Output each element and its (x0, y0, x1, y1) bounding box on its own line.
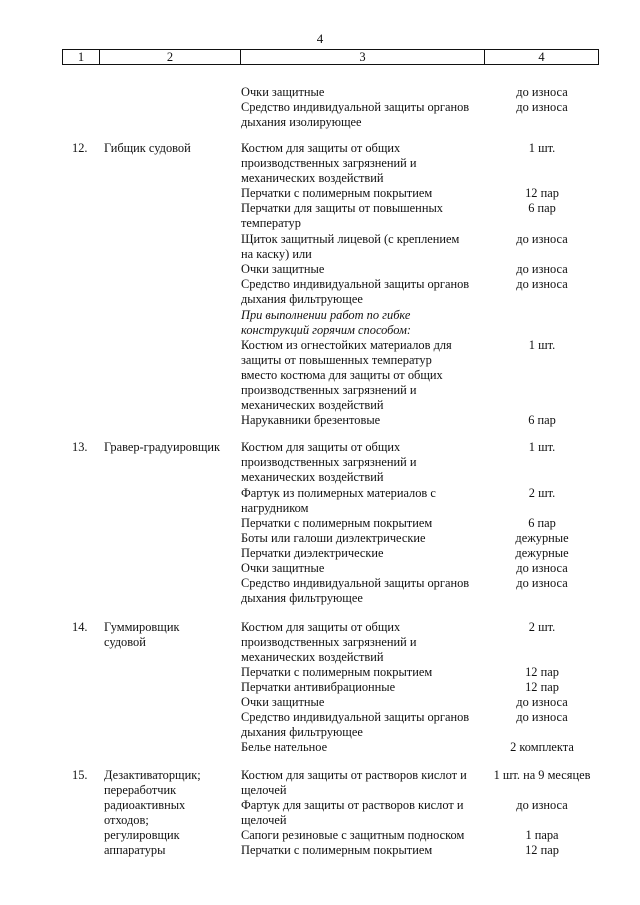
equipment-name: Перчатки с полимерным покрытием (241, 665, 433, 679)
issue-norm: 6 пар (528, 201, 556, 215)
equipment-name: Костюм из огнестойких материалов для (241, 338, 452, 352)
equipment-name: Средство индивидуальной защиты органов (241, 576, 470, 590)
item-number: 14. (72, 620, 88, 634)
issue-norm: 2 шт. (528, 486, 556, 500)
equipment-name: механических воздействий (241, 171, 384, 185)
equipment-name: на каску) или (241, 247, 312, 261)
equipment-name: Белье нательное (241, 740, 328, 754)
equipment-name: производственных загрязнений и (241, 156, 417, 170)
equipment-name: Очки защитные (241, 85, 325, 99)
issue-norm: до износа (516, 277, 568, 291)
header-col-4: 4 (538, 50, 545, 64)
equipment-name: температур (241, 216, 301, 230)
equipment-name: Перчатки диэлектрические (241, 546, 384, 560)
issue-norm: 1 пара (525, 828, 559, 842)
profession-name: Гибщик судовой (104, 141, 191, 155)
issue-norm: 2 шт. (528, 620, 556, 634)
equipment-name: Фартук для защиты от растворов кислот и (241, 798, 464, 812)
header-col-1: 1 (77, 50, 85, 64)
issue-norm: 12 пар (525, 680, 559, 694)
equipment-name: щелочей (241, 813, 287, 827)
equipment-name: Костюм для защиты от общих (241, 440, 401, 454)
equipment-name: производственных загрязнений и (241, 383, 417, 397)
equipment-name: механических воздействий (241, 398, 384, 412)
equipment-name: производственных загрязнений и (241, 635, 417, 649)
issue-norm: до износа (516, 232, 568, 246)
equipment-name: конструкций горячим способом: (241, 323, 411, 337)
equipment-name: щелочей (241, 783, 287, 797)
equipment-name: дыхания изолирующее (241, 115, 362, 129)
item-number: 13. (72, 440, 88, 454)
equipment-name: Костюм для защиты от растворов кислот и (241, 768, 467, 782)
equipment-name: дыхания фильтрующее (241, 725, 363, 739)
equipment-name: Перчатки с полимерным покрытием (241, 843, 433, 857)
header-col-3: 3 (359, 50, 366, 64)
profession-name: Гравер-градуировщик (104, 440, 221, 454)
equipment-name: Сапоги резиновые с защитным подноском (241, 828, 465, 842)
equipment-name: вместо костюма для защиты от общих (241, 368, 443, 382)
issue-norm: до износа (516, 798, 568, 812)
issue-norm: дежурные (515, 531, 569, 545)
equipment-name: дыхания фильтрующее (241, 591, 363, 605)
issue-norm: 1 шт. на 9 месяцев (493, 768, 591, 782)
equipment-name: Очки защитные (241, 262, 325, 276)
item-number: 12. (72, 141, 88, 155)
equipment-name: Средство индивидуальной защиты органов (241, 277, 470, 291)
issue-norm: 6 пар (528, 516, 556, 530)
issue-norm: до износа (516, 100, 568, 114)
equipment-name: дыхания фильтрующее (241, 292, 363, 306)
profession-name: Дезактиваторщик; (104, 768, 201, 782)
profession-name: переработчик (104, 783, 177, 797)
equipment-name: Щиток защитный лицевой (с креплением (241, 232, 460, 246)
issue-norm: 12 пар (525, 843, 559, 857)
equipment-name: Фартук из полимерных материалов с (241, 486, 436, 500)
issue-norm: 1 шт. (528, 440, 556, 454)
profession-name: аппаратуры (104, 843, 166, 857)
equipment-name: защиты от повышенных температур (241, 353, 432, 367)
issue-norm: 12 пар (525, 186, 559, 200)
equipment-name: производственных загрязнений и (241, 455, 417, 469)
equipment-name: Очки защитные (241, 695, 325, 709)
issue-norm: дежурные (515, 546, 569, 560)
profession-name: отходов; (104, 813, 149, 827)
issue-norm: до износа (516, 710, 568, 724)
equipment-name: Костюм для защиты от общих (241, 620, 401, 634)
item-number: 15. (72, 768, 88, 782)
profession-name: судовой (104, 635, 146, 649)
equipment-name: Очки защитные (241, 561, 325, 575)
issue-norm: до износа (516, 695, 568, 709)
equipment-name: механических воздействий (241, 470, 384, 484)
equipment-name: Перчатки с полимерным покрытием (241, 516, 433, 530)
issue-norm: 6 пар (528, 413, 556, 427)
equipment-name: При выполнении работ по гибке (241, 308, 411, 322)
profession-name: Гуммировщик (104, 620, 180, 634)
equipment-name: нагрудником (241, 501, 309, 515)
issue-norm: до износа (516, 561, 568, 575)
column-header-row (62, 49, 599, 65)
issue-norm: до износа (516, 576, 568, 590)
equipment-name: механических воздействий (241, 650, 384, 664)
header-col-2: 2 (166, 50, 174, 64)
profession-name: регулировщик (104, 828, 180, 842)
issue-norm: 1 шт. (528, 141, 556, 155)
issue-norm: 12 пар (525, 665, 559, 679)
equipment-name: Перчатки с полимерным покрытием (241, 186, 433, 200)
issue-norm: до износа (516, 85, 568, 99)
issue-norm: 1 шт. (528, 338, 556, 352)
equipment-name: Средство индивидуальной защиты органов (241, 100, 470, 114)
profession-name: радиоактивных (104, 798, 186, 812)
issue-norm: до износа (516, 262, 568, 276)
equipment-name: Костюм для защиты от общих (241, 141, 401, 155)
equipment-name: Средство индивидуальной защиты органов (241, 710, 470, 724)
page-number: 4 (316, 31, 324, 46)
equipment-name: Боты или галоши диэлектрические (241, 531, 426, 545)
equipment-name: Нарукавники брезентовые (241, 413, 381, 427)
equipment-name: Перчатки для защиты от повышенных (241, 201, 443, 215)
equipment-name: Перчатки антивибрационные (241, 680, 396, 694)
issue-norm: 2 комплекта (510, 740, 574, 754)
